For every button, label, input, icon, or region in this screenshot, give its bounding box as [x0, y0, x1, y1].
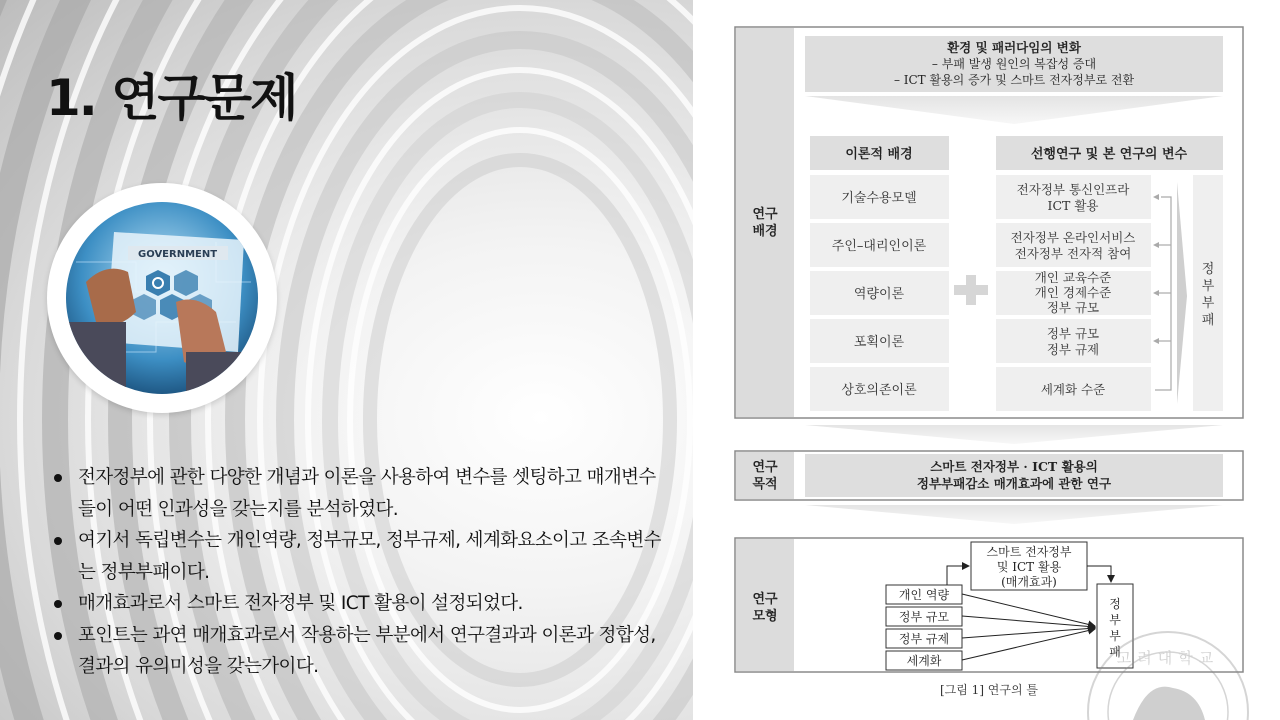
variable-label: 전자정부 통신인프라 — [1016, 182, 1130, 197]
env-line: – ICT 활용의 증가 및 스마트 전자정부로 전환 — [893, 73, 1135, 87]
theory-label: 주인–대리인이론 — [831, 239, 927, 254]
section-label-background: 연구 — [752, 207, 778, 222]
outcome-char: 부 — [1201, 296, 1215, 311]
down-chevron — [805, 505, 1223, 524]
outcome-char: 정 — [1201, 262, 1215, 277]
slide-title: 1. 연구문제 — [46, 69, 297, 127]
input-label: 정부 규제 — [898, 632, 950, 646]
down-chevron — [805, 425, 1223, 444]
variables-header: 선행연구 및 본 연구의 변수 — [1030, 147, 1188, 162]
section-label-purpose: 목적 — [752, 477, 778, 492]
variable-label: ICT 활용 — [1047, 198, 1099, 213]
figure-caption: [그림 1] 연구의 틀 — [940, 683, 1038, 697]
section-label-model: 연구 — [752, 592, 778, 607]
government-tablet-photo — [66, 202, 258, 394]
variable-label: 정부 규모 — [1046, 300, 1100, 315]
section-label-purpose: 연구 — [752, 460, 778, 475]
bullet-item: 포인트는 과연 매개효과로서 작용하는 부분에서 연구결과과 이론과 정합성, 결과의 유의미성을 갖는가이다. — [52, 620, 662, 683]
bullet-item: 전자정부에 관한 다양한 개념과 이론을 사용하여 변수를 셋팅하고 매개변수들이 어떤 인과성을 갖는지를 분석하였다. — [52, 462, 662, 525]
photo-label: GOVERNMENT — [138, 249, 218, 260]
bullet-list — [52, 462, 662, 683]
background-panel — [735, 27, 1243, 418]
purpose-text: 정부부패감소 매개효과에 관한 연구 — [916, 476, 1112, 491]
mediator-label: 및 ICT 활용 — [996, 560, 1062, 574]
mediator-label: (매개효과) — [1001, 575, 1057, 589]
input-label: 세계화 — [906, 654, 942, 668]
outcome-char: 패 — [1201, 313, 1215, 328]
section-label-model: 모형 — [752, 609, 778, 624]
env-title: 환경 및 패러다임의 변화 — [947, 40, 1081, 55]
model-outcome-char: 패 — [1109, 645, 1121, 659]
variable-label: 개인 경제수준 — [1034, 285, 1112, 300]
research-framework-figure — [693, 0, 1280, 720]
variable-label: 전자정부 전자적 참여 — [1014, 246, 1132, 261]
variable-label: 세계화 수준 — [1040, 382, 1106, 397]
model-outcome-char: 부 — [1109, 613, 1121, 627]
variable-label: 개인 교육수준 — [1034, 270, 1112, 285]
variable-label: 전자정부 온라인서비스 — [1010, 230, 1136, 245]
purpose-panel — [735, 451, 1243, 500]
mediator-label: 스마트 전자정부 — [986, 545, 1072, 559]
variable-label: 정부 규모 — [1046, 326, 1100, 341]
variable-label: 정부 규제 — [1046, 342, 1100, 357]
input-label: 개인 역량 — [898, 588, 950, 602]
input-label: 정부 규모 — [898, 610, 950, 624]
theory-label: 기술수용모델 — [841, 191, 917, 206]
outcome-char: 부 — [1201, 279, 1215, 294]
theory-header: 이론적 배경 — [845, 147, 913, 162]
purpose-text: 스마트 전자정부 · ICT 활용의 — [930, 459, 1098, 474]
model-outcome-char: 부 — [1109, 629, 1121, 643]
model-outcome-char: 정 — [1109, 597, 1121, 611]
theory-label: 포획이론 — [853, 335, 905, 350]
bullet-item: 여기서 독립변수는 개인역량, 정부규모, 정부규제, 세계화요소이고 조속변수는 정부부패이다. — [52, 525, 662, 588]
section-label-background: 배경 — [752, 224, 778, 239]
bullet-item: 매개효과로서 스마트 전자정부 및 ICT 활용이 설정되었다. — [52, 588, 662, 620]
theory-label: 상호의존이론 — [841, 383, 917, 398]
watermark-text: 고려대학교 — [1116, 649, 1220, 667]
theory-label: 역량이론 — [853, 287, 905, 302]
env-line: – 부패 발생 원인의 복잡성 증대 — [931, 57, 1097, 71]
